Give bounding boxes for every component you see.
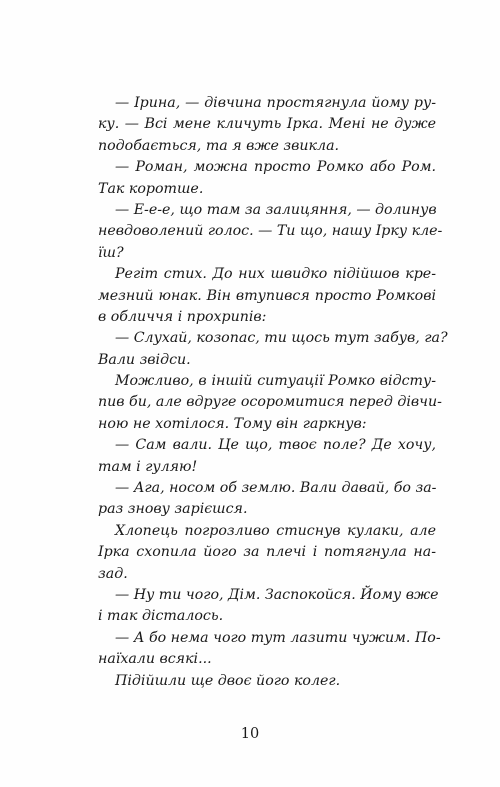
- text-line: Вали звідси.: [98, 351, 191, 368]
- text-line: — Роман, можна просто Ромко або Ром.: [115, 159, 436, 176]
- text-line: — Слухай, козопас, ти щось тут забув, га?: [115, 330, 448, 347]
- text-line: мезний юнак. Він втупився просто Ромкові: [98, 287, 436, 304]
- text-line: невдоволений голос. — Ти що, нашу Ірку кле-: [98, 223, 443, 240]
- text-line: — Ага, носом об землю. Вали давай, бо за-: [115, 480, 437, 497]
- text-line: зад.: [98, 565, 128, 582]
- body-text: [98, 93, 448, 692]
- text-line: їш?: [98, 244, 124, 261]
- page-number: 10: [240, 726, 260, 742]
- text-line: Ірка схопила його за плечі і потягнула на-: [98, 544, 436, 561]
- text-line: пив би, але вдруге осоромитися перед дівчи-: [98, 394, 442, 411]
- text-line: — Е-е-е, що там за залицяння, — долинув: [115, 201, 437, 218]
- text-line: — А бо нема чого тут лазити чужим. По-: [115, 629, 441, 646]
- text-line: подобається, та я вже звикла.: [98, 137, 340, 154]
- text-line: Можливо, в іншій ситуації Ромко відсту-: [115, 373, 436, 390]
- text-line: Так коротше.: [98, 180, 204, 197]
- text-line: ною не хотілося. Тому він гаркнув:: [98, 415, 367, 432]
- text-line: — Сам вали. Це що, твоє поле? Де хочу,: [115, 437, 436, 454]
- text-line: там і гуляю!: [98, 458, 198, 475]
- text-line: в обличчя і прохрипів:: [98, 308, 267, 325]
- text-line: наїхали всякі...: [98, 651, 212, 668]
- text-line: — Ірина, — дівчина простягнула йому ру-: [115, 95, 436, 111]
- text-line: Підійшли ще двоє його колег.: [115, 672, 341, 689]
- text-line: і так дісталось.: [98, 608, 224, 625]
- text-line: ку. — Всі мене кличуть Ірка. Мені не дуже: [98, 116, 436, 133]
- text-line: Регіт стих. До них швидко підійшов кре-: [115, 266, 436, 283]
- text-line: раз знову зарієшся.: [98, 501, 248, 518]
- text-line: — Ну ти чого, Дім. Заспокойся. Йому вже: [115, 586, 439, 603]
- text-line: Хлопець погрозливо стиснув кулаки, але: [115, 522, 436, 539]
